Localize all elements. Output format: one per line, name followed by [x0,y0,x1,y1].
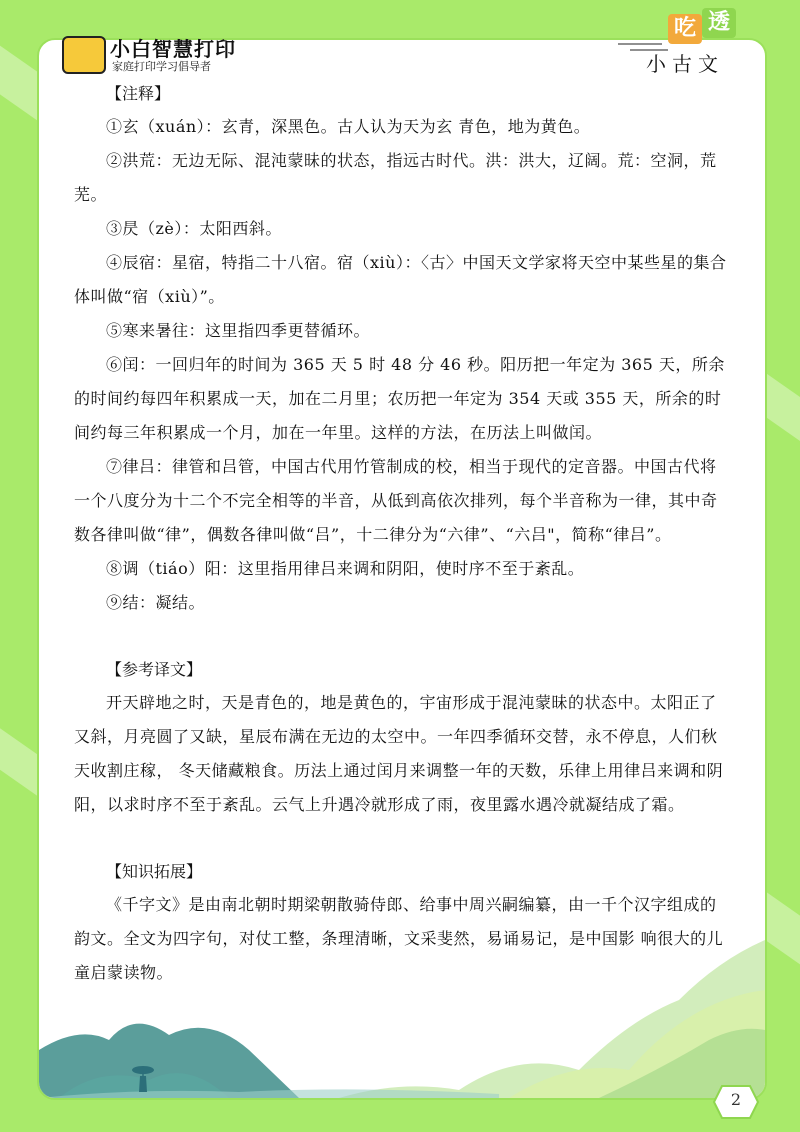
brand-char-tou: 透 [702,8,736,38]
note-item: ③昃（zè）：太阳西斜。 [106,219,282,238]
main-content [74,78,730,990]
note-item: ⑧调（tiáo）阳：这里指用律吕来调和阴阳，使时序不至于紊乱。 [106,559,585,578]
note-item: ②洪荒：无边无际、混沌蒙昧的状态，指远古时代。洪：洪大，辽阔。荒：空洞，荒芜。 [74,151,717,204]
extension-heading: 【知识拓展】 [106,862,203,881]
page-number: 2 [730,1090,742,1109]
extension-text: 《千字文》是由南北朝时期梁朝散骑侍郎、给事中周兴嗣编纂，由一千个汉字组成的韵文。全文为四字句，对仗工整，条理清晰，文采斐然，易诵易记，是中国影 响很大的儿童启蒙读物。 [74,895,724,982]
note-item: ①玄（xuán）：玄青，深黑色。古人认为天为玄 青色，地为黄色。 [106,117,591,136]
note-item: ④辰宿：星宿，特指二十八宿。宿（xiù）：〈古〉中国天文学家将天空中某些星的集合体叫做“宿（xiù）”。 [74,253,727,306]
series-brand [618,8,758,80]
brand-logo [62,30,252,76]
brand-subtitle: 小古文 [646,52,724,76]
translation-text: 开天辟地之时，天是青色的，地是黄色的，宇宙形成于混沌蒙昧的状态中。太阳正了又斜，月亮圆了又缺，星辰布满在无边的太空中。一年四季循环交替，永不停息，人们秋天收割庄稼， 冬天储藏粮食。历法上通过闰月来调整一年的天数，乐律上用律吕来调和阴阳，以求时序不至于紊乱。云气上升遇冷就形成了雨，夜里露水遇冷就凝结成了霜。 [74,693,724,814]
notes-heading: 【注释】 [106,84,171,103]
logo-title: 小白智慧打印 [110,37,236,61]
note-item: ⑦律吕：律管和吕管，中国古代用竹管制成的校，相当于现代的定音器。中国古代将一个八度分为十二个不完全相等的半音，从低到高依次排列，每个半音称为一律，其中奇数各律叫做“律”，偶数各律叫做“吕”，十二律分为“六律”、“六吕"，简称“律吕”。 [74,457,718,544]
note-item: ⑤寒来暑往：这里指四季更替循环。 [106,321,371,340]
printer-mascot-icon [62,36,106,74]
logo-subtitle: 家庭打印学习倡导者 [112,60,211,73]
note-item: ⑥闰：一回归年的时间为 365 天 5 时 48 分 46 秒。阳历把一年定为 365 天，所余的时间约每四年积累成一天，加在二月里；农历把一年定为 354 天或 355 天，所余的时间约每三年积累成一个月，加在一年里。这样的方法，在历法上叫做闰。 [74,355,725,442]
brand-char-chi: 吃 [668,14,702,44]
translation-heading: 【参考译文】 [106,660,203,679]
note-item: ⑨结：凝结。 [106,593,206,612]
page-number-badge [712,1084,760,1120]
